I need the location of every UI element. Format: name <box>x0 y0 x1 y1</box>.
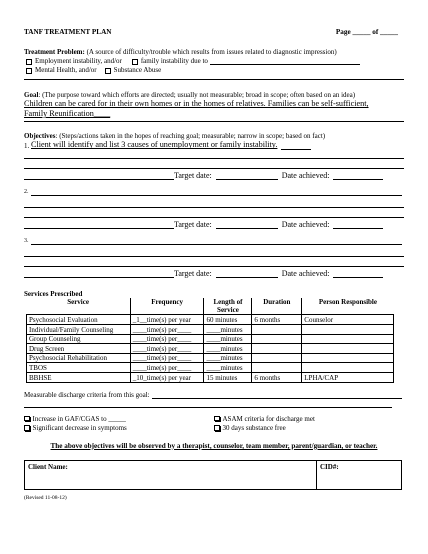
discharge-section <box>24 391 404 432</box>
services-table <box>26 298 394 382</box>
person-cell[interactable] <box>302 363 394 373</box>
frequency-cell[interactable]: _1__time(s) per year <box>130 315 204 325</box>
objective-2-target-field[interactable] <box>216 221 278 229</box>
length-cell[interactable]: ____minutes <box>204 334 252 344</box>
mental-health-option-label: Mental Health, and/or <box>35 66 97 75</box>
mental-health-checkbox[interactable] <box>26 68 32 74</box>
objective-3-text-blank[interactable] <box>24 270 174 278</box>
service-cell: Psychosocial Evaluation <box>27 315 131 325</box>
family-checkbox[interactable] <box>132 59 138 65</box>
duration-cell[interactable]: 6 months <box>252 373 302 383</box>
services-section <box>24 290 404 382</box>
table-row <box>27 315 394 325</box>
date-achieved-label-3: Date achieved: <box>281 269 330 279</box>
objective-1-target-field[interactable] <box>216 172 278 180</box>
objective-2-line-b[interactable] <box>24 208 404 218</box>
table-row <box>27 363 394 373</box>
objective-2-dates <box>24 220 404 229</box>
duration-cell[interactable]: 6 months <box>252 315 302 325</box>
asam-criterion[interactable] <box>214 415 404 423</box>
objective-1-line-b[interactable] <box>24 159 404 169</box>
gaf-criterion[interactable] <box>24 415 214 423</box>
person-cell[interactable]: LPHA/CAP <box>302 373 394 383</box>
person-cell[interactable] <box>302 325 394 335</box>
objective-1-text-blank[interactable] <box>24 172 174 180</box>
objective-3-achieved-field[interactable] <box>333 270 383 278</box>
target-date-label: Target date: <box>174 170 212 180</box>
length-cell[interactable]: ____minutes <box>204 344 252 354</box>
asam-checkbox[interactable] <box>214 416 220 422</box>
goal-text-line-1[interactable]: Children can be cared for in their own homes or in the homes of relatives. Families can be self-sufficient, <box>24 99 369 109</box>
frequency-cell[interactable]: ____time(s) per____ <box>130 363 204 373</box>
form-header <box>24 28 404 36</box>
discharge-criteria-label: Measurable discharge criteria from this goal: <box>24 390 150 399</box>
observation-statement: The above objectives will be observed by a therapist, counselor, team member, parent/guardian, or teacher. <box>50 441 378 450</box>
client-name-cell[interactable] <box>25 461 317 489</box>
service-cell: Drug Screen <box>27 344 131 354</box>
objective-1-line-a[interactable] <box>24 150 404 159</box>
revision-note: (Revised 11-08-12) <box>24 495 67 502</box>
objective-1-fill[interactable] <box>281 142 311 150</box>
discharge-checklist <box>24 415 404 432</box>
length-cell[interactable]: ____minutes <box>204 353 252 363</box>
goal-text-line-2[interactable]: Family Reunification____ <box>24 108 111 118</box>
employment-option-label: Employment instability, and/or <box>35 57 122 66</box>
duration-cell[interactable] <box>252 325 302 335</box>
objective-2-achieved-field[interactable] <box>333 221 383 229</box>
table-row <box>27 334 394 344</box>
services-header-row <box>27 298 394 315</box>
asam-criterion-label: ASAM criteria for discharge met <box>222 414 315 423</box>
treatment-problem-section <box>24 48 404 80</box>
objective-number-1: 1. <box>24 141 30 150</box>
service-cell: Group Counseling <box>27 334 131 344</box>
frequency-cell[interactable]: ____time(s) per____ <box>130 334 204 344</box>
cid-label: CID#: <box>320 463 339 472</box>
problem-line[interactable] <box>24 74 404 80</box>
objective-2-text-blank[interactable] <box>24 221 174 229</box>
duration-column-header: Duration <box>252 298 302 315</box>
objective-1-dates <box>24 171 404 180</box>
person-cell[interactable]: Counselor <box>302 315 394 325</box>
objective-number-3: 3. <box>24 238 29 245</box>
goal-line[interactable] <box>24 118 404 122</box>
frequency-column-header: Frequency <box>130 298 204 315</box>
family-due-to-field[interactable] <box>210 57 360 65</box>
duration-cell[interactable] <box>252 363 302 373</box>
substance-free-criterion-label: 30 days substance free <box>222 423 286 432</box>
target-date-label-2: Target date: <box>174 219 212 229</box>
discharge-criteria-field[interactable] <box>152 391 402 399</box>
date-achieved-label: Date achieved: <box>281 170 330 180</box>
service-cell: Psychosocial Rehabilitation <box>27 353 131 363</box>
objectives-section <box>24 132 404 278</box>
symptoms-criterion[interactable] <box>24 424 214 432</box>
substance-free-checkbox[interactable] <box>214 425 220 431</box>
person-cell[interactable] <box>302 353 394 363</box>
gaf-checkbox[interactable] <box>24 416 30 422</box>
substance-free-criterion[interactable] <box>214 424 404 432</box>
table-row <box>27 353 394 363</box>
objective-2-line-a[interactable] <box>24 196 404 208</box>
objective-1-text[interactable]: Client will identify and list 3 causes of unemployment or family instability. <box>31 140 278 150</box>
duration-cell[interactable] <box>252 344 302 354</box>
duration-cell[interactable] <box>252 334 302 344</box>
table-row <box>27 325 394 335</box>
frequency-cell[interactable]: ____time(s) per____ <box>130 344 204 354</box>
family-option-label: family instability due to <box>140 57 208 66</box>
date-achieved-label-2: Date achieved: <box>281 219 330 229</box>
client-name-label: Client Name: <box>28 463 68 472</box>
objective-3-dates <box>24 269 404 278</box>
symptoms-criterion-label: Significant decrease in symptoms <box>32 423 127 432</box>
objective-3-line-a[interactable] <box>24 245 404 257</box>
substance-abuse-checkbox[interactable] <box>105 68 111 74</box>
person-cell[interactable] <box>302 334 394 344</box>
treatment-problem-label: Treatment Problem: <box>24 48 85 57</box>
service-cell: TBOS <box>27 363 131 373</box>
frequency-cell[interactable]: _10_time(s) per year <box>130 373 204 383</box>
objective-3-target-field[interactable] <box>216 270 278 278</box>
substance-abuse-option-label: Substance Abuse <box>113 66 162 75</box>
objective-2-line[interactable] <box>31 188 403 196</box>
discharge-criteria-line[interactable] <box>24 399 392 408</box>
person-cell[interactable] <box>302 344 394 354</box>
person-column-header: Person Responsible <box>302 298 394 315</box>
length-cell[interactable]: ____minutes <box>204 325 252 335</box>
objective-number-2: 2. <box>24 189 29 196</box>
table-row <box>27 344 394 354</box>
table-row <box>27 373 394 383</box>
objective-3-line-b[interactable] <box>24 257 404 267</box>
page-number-field[interactable]: Page _____ of _____ <box>335 28 398 36</box>
objectives-desc: : (Steps/actions taken in the hopes of reaching goal; measurable; narrow in scope; based on fact) <box>55 132 326 141</box>
gaf-criterion-label: Increase in GAF/CGAS to _____ <box>32 414 126 423</box>
frequency-cell[interactable]: ____time(s) per____ <box>130 353 204 363</box>
service-column-header: Service <box>27 298 131 315</box>
objective-3-line[interactable] <box>31 237 403 245</box>
duration-cell[interactable] <box>252 353 302 363</box>
goal-section <box>24 91 404 122</box>
form-title: TANF TREATMENT PLAN <box>24 28 112 36</box>
cid-cell[interactable] <box>317 461 401 489</box>
client-info-box <box>24 460 402 490</box>
treatment-problem-desc: (A source of difficulty/trouble which results from issues related to diagnostic impression) <box>86 48 337 57</box>
service-cell: BBHSE <box>27 373 131 383</box>
goal-label: Goal <box>24 91 39 100</box>
frequency-cell[interactable]: ____time(s) per____ <box>130 325 204 335</box>
length-cell[interactable]: ____minutes <box>204 363 252 373</box>
objective-1-achieved-field[interactable] <box>333 172 383 180</box>
objectives-label: Objectives <box>24 132 56 141</box>
service-cell: Individual/Family Counseling <box>27 325 131 335</box>
symptoms-checkbox[interactable] <box>24 425 30 431</box>
goal-desc: : (The purpose toward which efforts are directed; usually not measurable; broad in scope; often based on an idea) <box>38 91 356 100</box>
length-cell[interactable]: 60 minutes <box>204 315 252 325</box>
length-column-header: Length of Service <box>204 298 252 315</box>
services-title: Services Prescribed <box>24 290 83 299</box>
target-date-label-3: Target date: <box>174 269 212 279</box>
length-cell[interactable]: 15 minutes <box>204 373 252 383</box>
employment-checkbox[interactable] <box>26 59 32 65</box>
